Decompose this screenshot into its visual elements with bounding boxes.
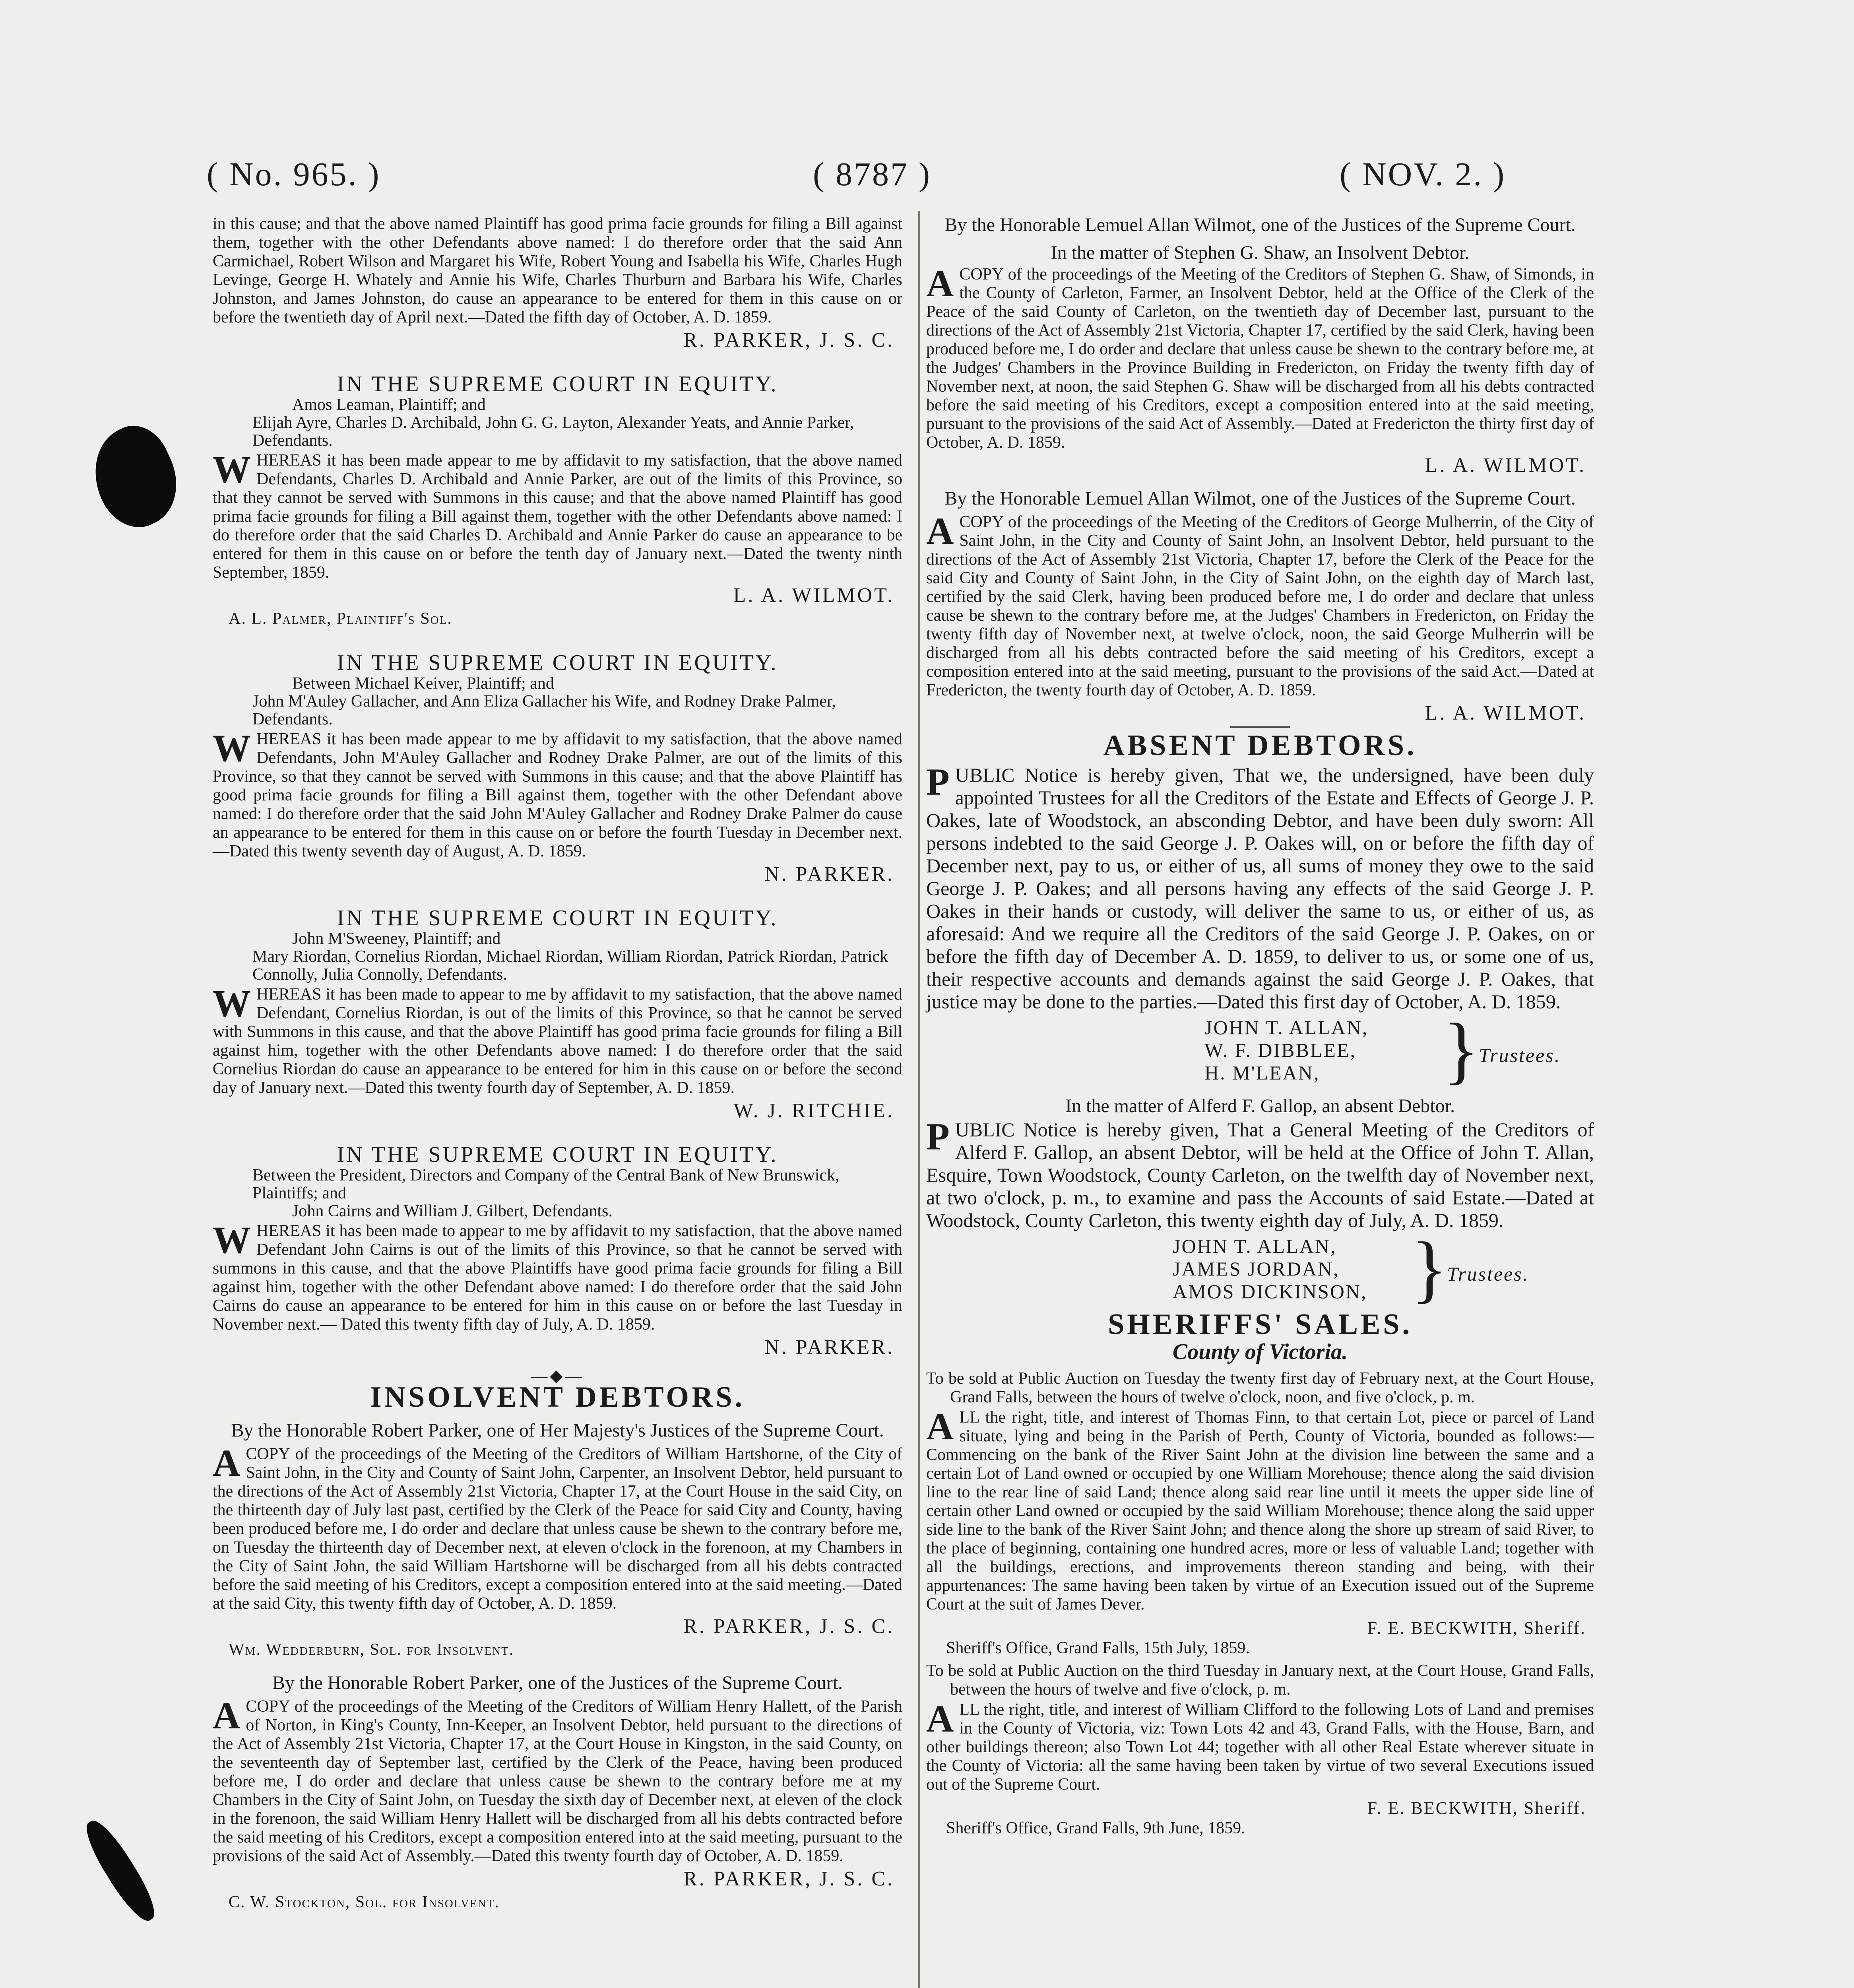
section-heading-sheriffs-sales: SHERIFFS' SALES. xyxy=(1108,1308,1412,1341)
left-column xyxy=(213,215,902,1912)
notice-heading: IN THE SUPREME COURT IN EQUITY. xyxy=(337,1142,778,1167)
sale-terms: To be sold at Public Auction on Tuesday the twenty first day of February next, at the Court House, Grand Falls, between the hours of twelve o'clock, noon, and five o'clock, p. m. xyxy=(926,1369,1594,1406)
trustee-name: JAMES JORDAN, xyxy=(1173,1258,1340,1280)
drop-cap: A xyxy=(926,262,954,305)
notice-parties: Amos Leaman, Plaintiff; and xyxy=(292,396,486,414)
solicitor-line: A. L. Palmer, Plaintiff's Sol. xyxy=(229,610,452,628)
notice-body: ACOPY of the proceedings of the Meeting of the Creditors of George Mulherrin, of the City of Saint John, in the City and County of Saint John, an Insolvent Debtor, held pursuant to the directions of the Act of Assembly 21st Victoria, Chapter 17, before the Clerk of the Peace for the said City and County of Saint John, in the City of Saint John, on the eighth day of March last, certified by the said Clerk, having been produced before me, I do order and declare that unless cause be shewn to the contrary before me, at the Judges' Chambers in Fredericton, on Friday the twenty fifth day of November next, at twelve o'clock, noon, the said George Mulherrin will be discharged from all his debts contracted before the said meeting of his Creditors, except a composition entered into at the said meeting, pursuant to the provisions of the said Act.—Dated at Fredericton, the twenty fourth day of October, A. D. 1859. xyxy=(926,510,1594,699)
notice-signature: W. J. RITCHIE. xyxy=(733,1099,894,1122)
section-heading-insolvent-debtors: INSOLVENT DEBTORS. xyxy=(370,1381,745,1413)
notice-signature: R. PARKER, J. S. C. xyxy=(683,329,894,351)
notice-issuer: By the Honorable Lemuel Allan Wilmot, one of the Justices of the Supreme Court. xyxy=(944,214,1576,235)
section-heading-absent-debtors: ABSENT DEBTORS. xyxy=(1103,729,1417,762)
notice-body: ALL the right, title, and interest of William Clifford to the following Lots of Land and premises in the County of Victoria, viz: Town Lots 42 and 43, Grand Falls, with the House, Barn, and other buildings thereon; also Town Lot 44; together with all other Real Estate wherever situate in the County of Victoria: all the same having been taken by virtue of two several Executions issued out of the Supreme Court. xyxy=(926,1697,1594,1794)
notice-body: ACOPY of the proceedings of the Meeting of the Creditors of William Henry Hallett, of the Parish of Norton, in King's County, Inn-Keeper, an Insolvent Debtor, held pursuant to the directions of the Act of Assembly 21st Victoria, Chapter 17, at the Court House in Kingston, in the said County, on the seventeenth day of September last, certified by the Clerk of the Peace, having been produced before me, I do order and declare that unless cause be shewn to the contrary before me at my Chambers in the City of Saint John, on Tuesday the sixth day of December next, at eleven of the clock in the forenoon, the said William Henry Hallett will be discharged from all his debts contracted before the said meeting of his Creditors, except a composition entered into at the said meeting, pursuant to the provisions of the said Act of Assembly.—Dated this twenty fourth day of October, A. D. 1859. xyxy=(213,1694,902,1865)
drop-cap: P xyxy=(926,761,950,803)
notice-matter: In the matter of Alferd F. Gallop, an absent Debtor. xyxy=(1065,1095,1455,1116)
notice-signature: L. A. WILMOT. xyxy=(733,584,894,607)
notice-parties: Mary Riordan, Cornelius Riordan, Michael Riordan, William Riordan, Patrick Riordan, Patrick Connolly, Julia Connolly, Defendants. xyxy=(252,947,888,984)
notice-heading: IN THE SUPREME COURT IN EQUITY. xyxy=(337,372,778,396)
drop-cap: A xyxy=(926,510,954,552)
notice-body: WHEREAS it has been made to appear to me by affidavit to my satisfaction, that the above named Defendant, Cornelius Riordan, is out of the limits of this Province, so that he cannot be served with Summons in this cause, and that the above Plaintiff has good prima facie grounds for filing a Bill against him, together with the other Defendants above named: I do therefore order that the said Cornelius Riordan do cause an appearance to be entered for him in this cause on or before the second day of January next.—Dated this twenty fourth day of September, A. D. 1859. xyxy=(213,982,902,1097)
insolvent-notice xyxy=(213,1420,902,1659)
drop-cap: W xyxy=(213,982,251,1025)
equity-notice xyxy=(213,650,902,885)
notice-parties: John M'Auley Gallacher, and Ann Eliza Gallacher his Wife, and Rodney Drake Palmer, Defendants. xyxy=(252,692,836,728)
notice-signature: N. PARKER. xyxy=(764,1336,894,1359)
notice-body: WHEREAS it has been made appear to me by affidavit to my satisfaction, that the above named Defendants, John M'Auley Gallacher and Rodney Drake Palmer, are out of the limits of this Province, so that they cannot be served with Summons in this cause; and that the above Plaintiff has good prima facie grounds for filing a Bill against them, together with the other Defendant above named: I do therefore order that the said John M'Auley Gallacher and Rodney Drake Palmer do cause an appearance to be entered for them in this cause on or before the fourth Tuesday in December next.—Dated this twenty seventh day of August, A. D. 1859. xyxy=(213,727,902,860)
drop-cap: W xyxy=(213,448,251,491)
issue-date: ( NOV. 2. ) xyxy=(1340,156,1506,193)
notice-signature: N. PARKER. xyxy=(764,863,894,885)
drop-cap: W xyxy=(213,1219,251,1261)
trustee-name: JOHN T. ALLAN, xyxy=(1173,1235,1337,1257)
notice-issuer: By the Honorable Robert Parker, one of the Justices of the Supreme Court. xyxy=(272,1672,843,1693)
solicitor-line: C. W. Stockton, Sol. for Insolvent. xyxy=(229,1893,500,1911)
sale-terms: To be sold at Public Auction on the third Tuesday in January next, at the Court House, Grand Falls, between the hours of twelve and five o'clock, p. m. xyxy=(926,1662,1594,1699)
sheriff-office-line: Sheriff's Office, Grand Falls, 15th July, 1859. xyxy=(946,1639,1250,1657)
notice-issuer: By the Honorable Robert Parker, one of Her Majesty's Justices of the Supreme Court. xyxy=(231,1420,884,1441)
notice-parties: John M'Sweeney, Plaintiff; and xyxy=(292,930,501,948)
drop-cap: A xyxy=(213,1442,240,1484)
notice-parties: Between the President, Directors and Company of the Central Bank of New Brunswick, Plaintiffs; and xyxy=(252,1166,840,1202)
notice-heading: IN THE SUPREME COURT IN EQUITY. xyxy=(337,906,778,930)
trustee-name: H. M'LEAN, xyxy=(1204,1062,1320,1084)
sheriff-signature: F. E. BECKWITH, Sheriff. xyxy=(1367,1618,1586,1638)
drop-cap: W xyxy=(213,727,251,769)
equity-notice xyxy=(213,372,902,628)
notice-body: ACOPY of the proceedings of the Meeting of the Creditors of William Hartshorne, of the City of Saint John, in the City and County of Saint John, Carpenter, an Insolvent Debtor, held pursuant to the directions of the Act of Assembly 21st Victoria, Chapter 17, at the Court House in the said City, on the thirteenth day of July last past, certified by the Clerk of the Peace for said City and County, having been produced before me, I do order and declare that unless cause be shewn to the contrary before me, on Tuesday the thirteenth day of December next, at eleven o'clock in the forenoon, at my Chambers in the City of Saint John, the said William Hartshorne will be discharged from all his debts contracted before the said meeting of his Creditors, except a composition entered into at the said meeting.—Dated at the said City, this twenty fifth day of October, A. D. 1859. xyxy=(213,1442,902,1613)
sheriff-sale-notice xyxy=(926,1369,1594,1658)
brace-glyph: } xyxy=(1443,1008,1481,1092)
notice-heading: IN THE SUPREME COURT IN EQUITY. xyxy=(337,650,778,675)
section-ornament: —◆— xyxy=(531,1367,584,1385)
drop-cap: A xyxy=(213,1694,240,1737)
sheriff-office-line: Sheriff's Office, Grand Falls, 9th June, 1859. xyxy=(946,1819,1245,1837)
trustees-block xyxy=(1204,1008,1594,1092)
notice-signature: L. A. WILMOT. xyxy=(1425,702,1586,724)
section-rule xyxy=(1230,726,1290,728)
notice-body: ALL the right, title, and interest of Thomas Finn, to that certain Lot, piece or parcel of Land situate, lying and being in the Parish of Perth, County of Victoria, bounded as follows:—Commencing on the bank of the River Saint John at the division line between the same and a certain Lot of Land owned or occupied by one William Morehouse; thence along the said division line to the rear line of said Land; thence along said rear line until it meets the upper side line of certain other Land owned or occupied by the said William Morehouse; thence along the said upper side line to the bank of the River Saint John; and thence along the shore up stream of said River, to the place of beginning, containing one hundred acres, more or less of valuable Land; together with all the buildings, erections, and improvements thereon standing and being, with their appurtenances: The same having been taken by virtue of an Execution issued out of the Supreme Court at the suit of James Dever. xyxy=(926,1405,1594,1613)
trustee-name: W. F. DIBBLEE, xyxy=(1204,1039,1356,1061)
right-column xyxy=(926,215,1594,1842)
absent-debtor-notice xyxy=(926,761,1594,1092)
trustee-name: AMOS DICKINSON, xyxy=(1173,1280,1367,1303)
sheriff-sale-notice xyxy=(926,1662,1594,1838)
solicitor-line: Wm. Wedderburn, Sol. for Insolvent. xyxy=(229,1640,514,1659)
continued-notice-text: in this cause; and that the above named Plaintiff has good prima facie grounds for filing a Bill against them, together with the other Defendants above named: I do therefore order that the said Ann Carmichael, Robert Wilson and Margaret his Wife, Robert Young and Isabella his Wife, Charles Hugh Levinge, George H. Whately and Annie his Wife, Charles Thurburn and Barbara his Wife, Charles Johnston, and James Johnston, do cause an appearance to be entered for them in this cause on or before the twentieth day of April next.—Dated the fifth day of October, A. D. 1859. xyxy=(213,215,902,326)
notice-body: PUBLIC Notice is hereby given, That we, the undersigned, have been duly appointed Trustees for all the Creditors of the Estate and Effects of George J. P. Oakes, late of Woodstock, an absconding Debtor, and have been duly sworn: All persons indebted to the said George J. P. Oakes will, on or before the fifth day of December next, pay to us, or either of us, all sums of money they owe to the said George J. P. Oakes; and all persons having any effects of the said George J. P. Oakes in their hands or custody, will deliver the same to us, or either of us, as aforesaid: And we require all the Creditors of the said George J. P. Oakes, on or before the fifth day of December A. D. 1859, to deliver to us, or some one of us, their respective accounts and demands against the said George J. P. Oakes, that justice may be done to the parties.—Dated this first day of October, A. D. 1859. xyxy=(926,761,1594,1013)
trustee-name: JOHN T. ALLAN, xyxy=(1204,1016,1369,1039)
notice-parties: Elijah Ayre, Charles D. Archibald, John G. G. Layton, Alexander Yeats, and Annie Parker, Defendants. xyxy=(252,414,854,450)
notice-body: WHEREAS it has been made to appear to me by affidavit to my satisfaction, that the above named Defendant John Cairns is out of the limits of this Province, so that he cannot be served with summons in this cause, and that the above Plaintiffs have good prima facie grounds for filing a Bill against him, together with the other Defendant above named: I do therefore order that the said John Cairns do cause an appearance to be entered for him in this cause on or before the last Tuesday in November next.— Dated this twenty fifth day of July, A. D. 1859. xyxy=(213,1219,902,1334)
insolvent-notice xyxy=(926,215,1594,475)
drop-cap: A xyxy=(926,1405,954,1448)
sheriff-signature: F. E. BECKWITH, Sheriff. xyxy=(1367,1798,1586,1818)
notice-issuer: By the Honorable Lemuel Allan Wilmot, one of the Justices of the Supreme Court. xyxy=(944,488,1576,509)
notice-matter: In the matter of Stephen G. Shaw, an Insolvent Debtor. xyxy=(1051,242,1470,263)
page-tear-mark xyxy=(78,1814,163,1927)
notice-signature: R. PARKER, J. S. C. xyxy=(683,1615,894,1638)
insolvent-notice xyxy=(213,1673,902,1912)
notice-parties: Between Michael Keiver, Plaintiff; and xyxy=(292,674,554,693)
issue-number: ( No. 965. ) xyxy=(207,156,381,193)
insolvent-notice xyxy=(926,488,1594,722)
notice-signature: R. PARKER, J. S. C. xyxy=(683,1868,894,1890)
notice-body: PUBLIC Notice is hereby given, That a General Meeting of the Creditors of Alferd F. Gallop, an absent Debtor, will be held at the Office of John T. Allan, Esquire, Town Woodstock, County Carleton, on the twelfth day of November next, at two o'clock, p. m., to examine and pass the Accounts of said Estate.—Dated at Woodstock, County Carleton, this twenty eighth day of July, A. D. 1859. xyxy=(926,1115,1594,1231)
trustees-block xyxy=(1173,1227,1594,1310)
page-number: ( 8787 ) xyxy=(813,156,931,193)
brace-glyph: } xyxy=(1411,1227,1449,1310)
notice-signature: L. A. WILMOT. xyxy=(1425,454,1586,477)
county-heading: County of Victoria. xyxy=(1172,1340,1348,1364)
absent-debtor-notice xyxy=(926,1095,1594,1310)
notice-body: ACOPY of the proceedings of the Meeting of the Creditors of Stephen G. Shaw, of Simonds, in the County of Carleton, Farmer, an Insolvent Debtor, held at the Office of the Clerk of the Peace of the said County of Carleton, on the twentieth day of December last, pursuant to the directions of the Act of Assembly 21st Victoria, Chapter 17, certified by the said Clerk, having been produced before me, I do order and declare that unless cause be shewn to the contrary before me, at the Judges' Chambers in the Province Building in Fredericton, on Friday the twenty fifth day of November next, at noon, the said Stephen G. Shaw will be discharged from all his debts contracted before the said meeting of his Creditors, except a composition entered into at the said meeting, pursuant to the provisions of the said Act of Assembly.—Dated at Fredericton the thirty first day of October, A. D. 1859. xyxy=(926,262,1594,452)
equity-notice xyxy=(213,1142,902,1359)
notice-parties: John Cairns and William J. Gilbert, Defendants. xyxy=(292,1202,613,1220)
drop-cap: P xyxy=(926,1115,950,1158)
trustees-label: Trustees. xyxy=(1479,1044,1561,1066)
drop-cap: A xyxy=(926,1697,954,1740)
notice-body: WHEREAS it has been made appear to me by affidavit to my satisfaction, that the above named Defendants, Charles D. Archibald and Annie Parker, are out of the limits of this Province, so that they cannot be served with Summons in this cause; and that the above named Plaintiff has good prima facie grounds for filing a Bill against them, together with the other Defendants above named: I do therefore order that the said Charles D. Archibald and Annie Parker do cause an appearance to be entered for them in this cause on or before the tenth day of January next.—Dated the twenty ninth September, 1859. xyxy=(213,448,902,582)
page-header xyxy=(0,155,1854,203)
equity-notice xyxy=(213,906,902,1122)
column-divider xyxy=(918,211,920,1988)
trustees-label: Trustees. xyxy=(1447,1263,1529,1285)
page-tear-mark xyxy=(78,415,192,539)
